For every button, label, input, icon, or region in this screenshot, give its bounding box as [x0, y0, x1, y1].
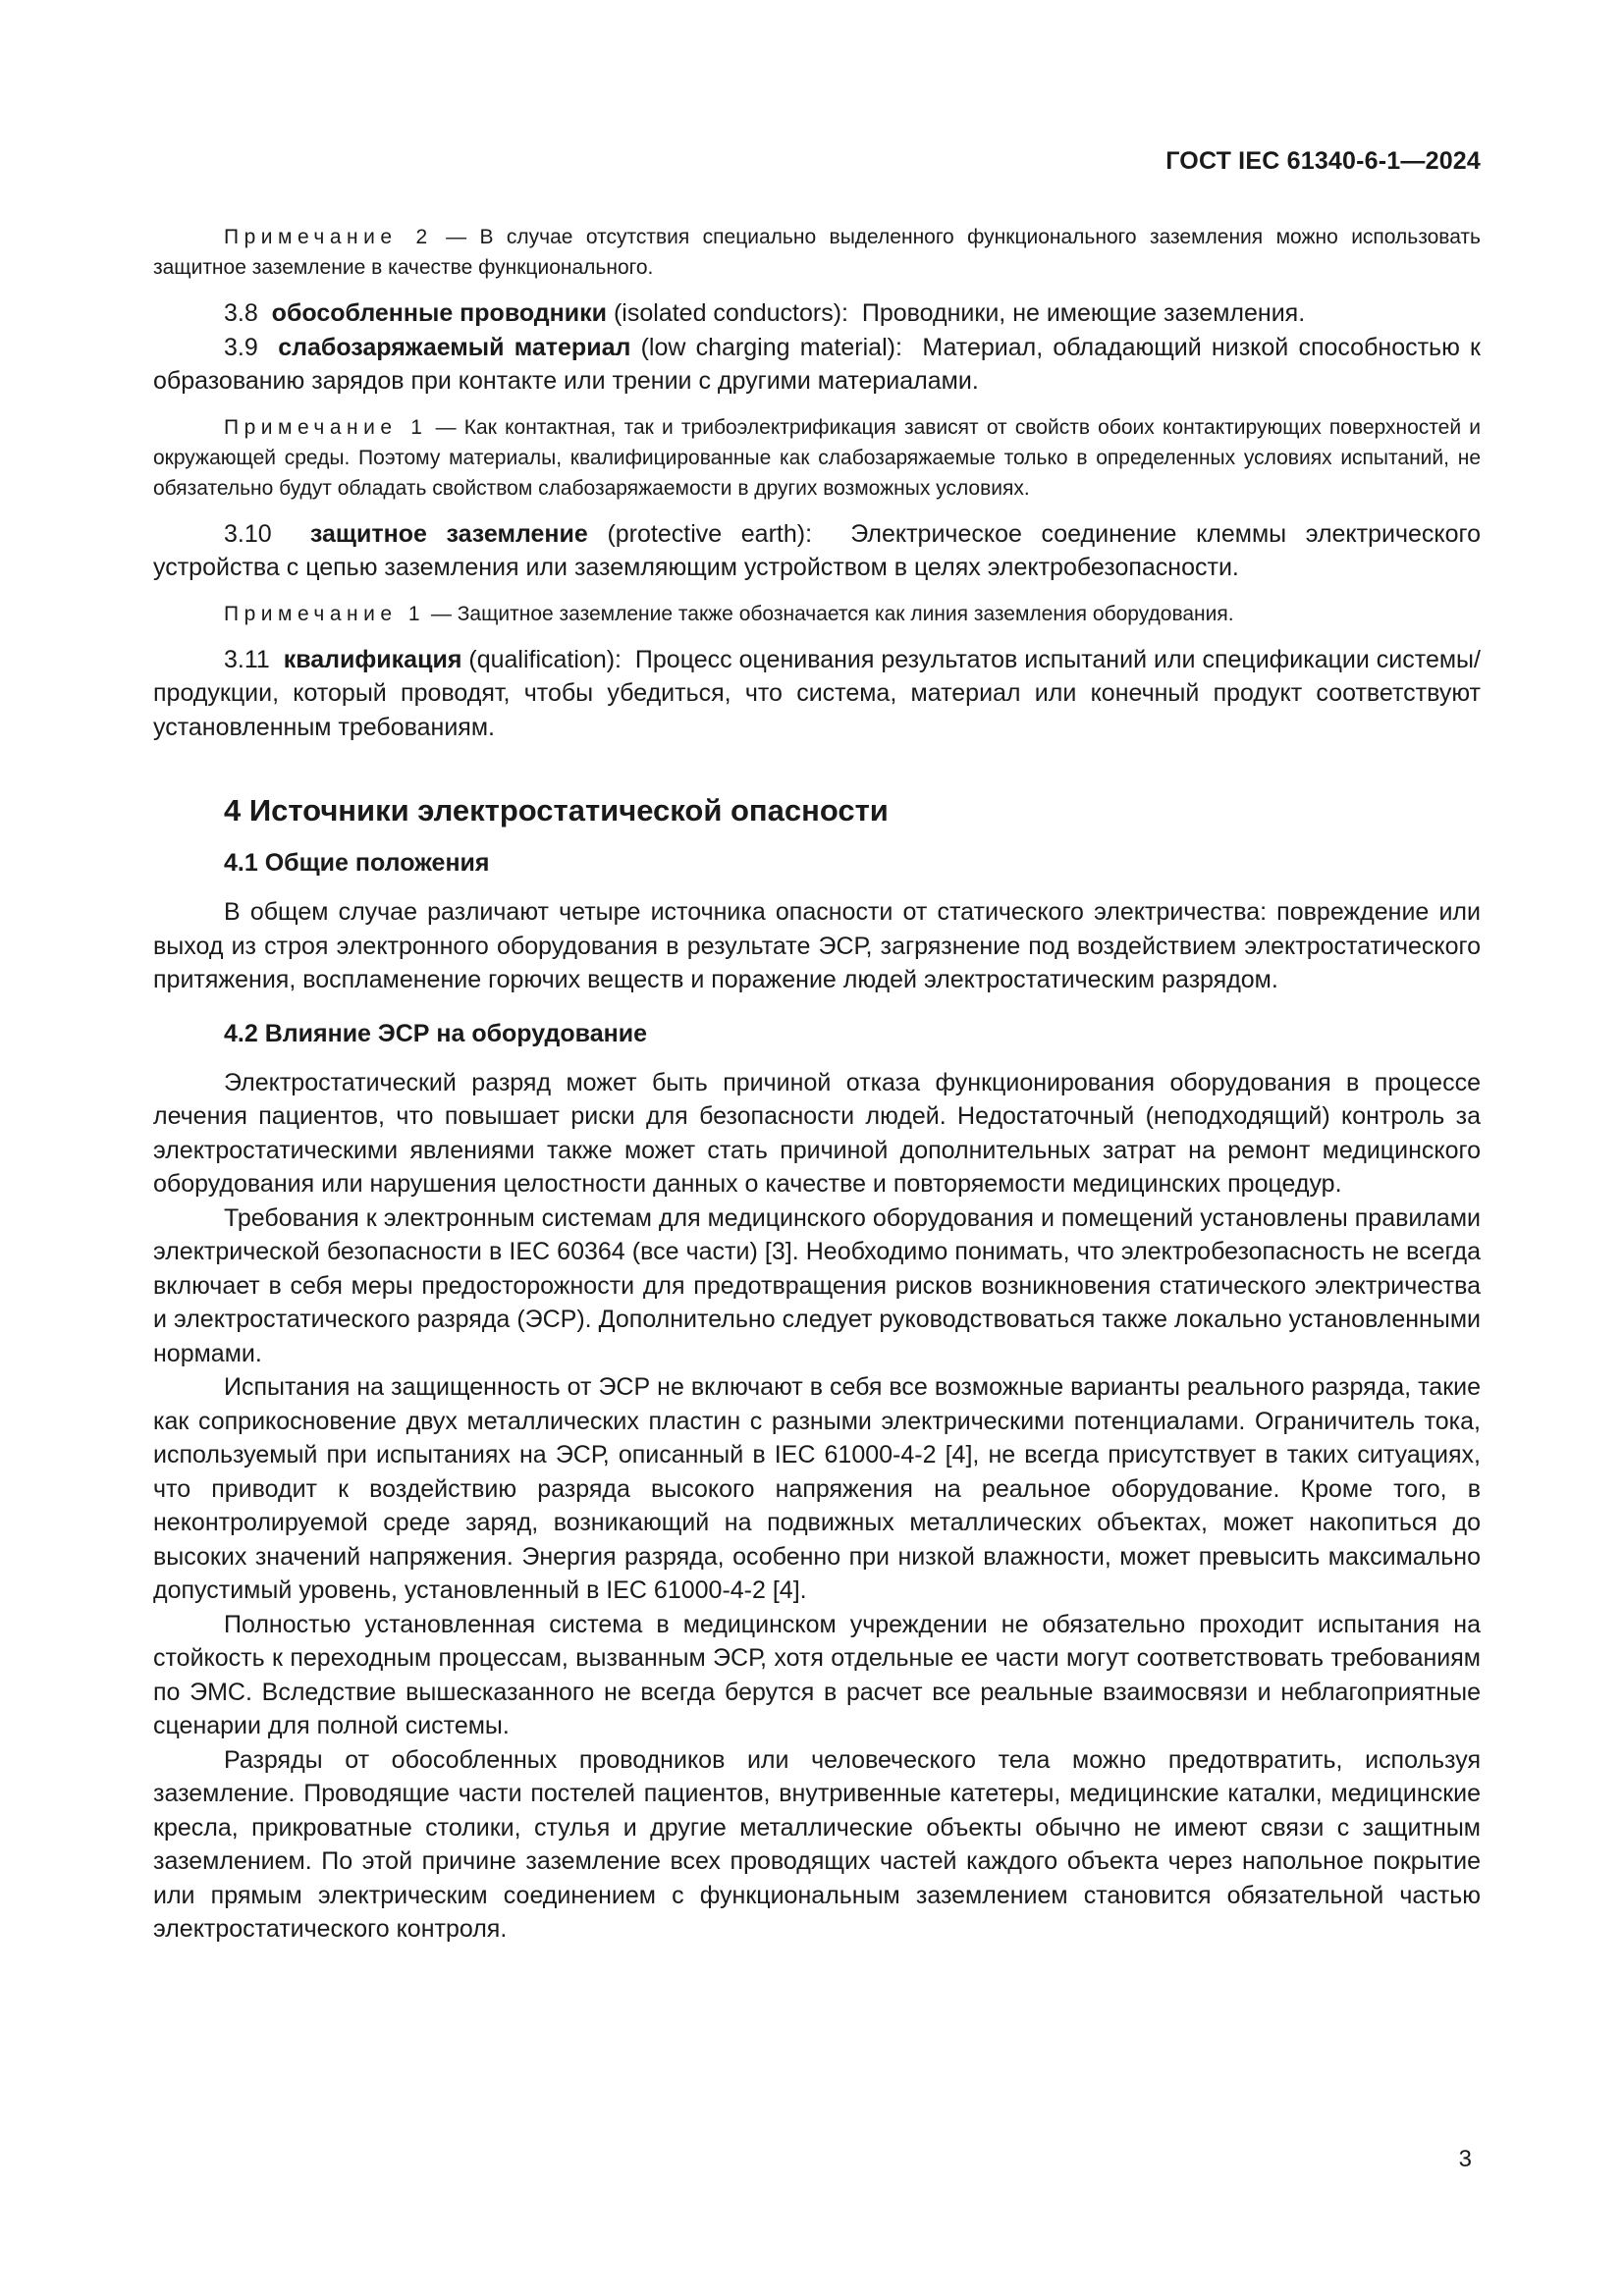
- term-number: 3.11: [224, 645, 270, 673]
- paragraph: Полностью установленная система в медицинском учреждении не обязательно проходит испытания на стойкость к переходным процессам, вызванным ЭСР, хотя отдельные ее части могут соответствовать требованиям по ЭМС. Вследствие вышесказанного не всегда берутся в расчет все реальные взаимосвязи и неблагоприятные сценарии для полной системы.: [153, 1610, 1481, 1739]
- paragraph: В общем случае различают четыре источника опасности от статического электричества: повреждение или выход из строя электронного оборудования в результате ЭСР, загрязнение под воздействием электростатического притяжения, воспламенение горючих веществ и поражение людей электростатическим разрядом.: [153, 898, 1481, 993]
- note-label: Примечание 2: [224, 226, 433, 248]
- paragraph: Требования к электронным системам для медицинского оборудования и помещений установлены правилами электрической безопасности в IEC 60364 (все части) [3]. Необходимо понимать, что электробезопасность не всегда включает в себя меры предосторожности для предотвращения рисков возникновения статического электричества и электростатического разряда (ЭСР). Дополнительно следует руководствоваться также локально установленными нормами.: [153, 1203, 1481, 1367]
- term-number: 3.8: [224, 299, 258, 327]
- paragraph: Разряды от обособленных проводников или человеческого тела можно предотвратить, используя заземление. Проводящие части постелей пациентов, внутривенные катетеры, медицинские каталки, медицинские кресла, прикроватные столики, стулья и другие металлические объекты обычно не имеют связи с защитным заземлением. По этой причине заземление всех проводящих частей каждого объекта через напольное покрытие или прямым электрическим соединением с функциональным заземлением становится обязательной частью электростатического контроля.: [153, 1745, 1481, 1943]
- term-3-9: [153, 331, 1481, 399]
- note-text: — В случае отсутствия специально выделенного функционального заземления можно использовать защитное заземление в качестве функционального.: [153, 226, 1481, 279]
- term-definition: Материал, обладающий низкой способностью к образованию зарядов при контакте или трении с другими материалами.: [153, 333, 1481, 395]
- term-english: (isolated conductors):: [613, 299, 848, 327]
- term-english: (qualification):: [468, 645, 623, 673]
- term-english: (protective earth):: [607, 519, 813, 548]
- note-text: — Защитное заземление также обозначается как линия заземления оборудования.: [425, 602, 1234, 625]
- document-header: ГОСТ IEC 61340-6-1—2024: [1165, 147, 1481, 175]
- page-content: [153, 222, 1481, 1947]
- term-3-8: [153, 296, 1481, 331]
- note-protective-earth: [153, 599, 1481, 629]
- term-name: слабозаряжаемый материал: [278, 333, 631, 361]
- term-number: 3.10: [224, 519, 272, 548]
- term-3-11: [153, 643, 1481, 745]
- term-definition: Процесс оценивания результатов испытаний или спецификации системы/продукции, который проводят, чтобы убедиться, что система, материал или конечный продукт соответствуют установленным требованиям.: [153, 645, 1481, 741]
- paragraph: Электростатический разряд может быть причиной отказа функционирования оборудования в процессе лечения пациентов, что повышает риски для безопасности людей. Недостаточный (неподходящий) контроль за электростатическими явлениями также может стать причиной дополнительных затрат на ремонт медицинского оборудования или нарушения целостности данных о качестве и повторяемости медицинских процедур.: [153, 1068, 1481, 1198]
- term-definition: Электрическое соединение клеммы электрического устройства с цепью заземления или заземляющим устройством в целях электробезопасности.: [153, 519, 1481, 581]
- term-name: обособленные проводники: [271, 299, 608, 327]
- section-4-1-heading: 4.1 Общие положения: [224, 849, 490, 877]
- section-4-2-heading: 4.2 Влияние ЭСР на оборудование: [224, 1019, 647, 1047]
- term-name: квалификация: [283, 645, 462, 673]
- note-label: Примечание 1: [224, 415, 428, 439]
- page-number: 3: [1458, 2146, 1472, 2172]
- note-label: Примечание 1: [224, 602, 426, 625]
- note-low-charging: [153, 412, 1481, 504]
- paragraph: Испытания на защищенность от ЭСР не включают в себя все возможные варианты реального разряда, такие как соприкосновение двух металлических пластин с разными электрическими потенциалами. Ограничитель тока, используемый при испытаниях на ЭСР, описанный в IEC 61000-4-2 [4], не всегда присутствует в таких ситуациях, что приводит к воздействию разряда высокого напряжения на реальное оборудование. Кроме того, в неконтролируемой среде заряд, возникающий на подвижных металлических объектах, может накопиться до высоких значений напряжения. Энергия разряда, особенно при низкой влажности, может превысить максимально допустимый уровень, установленный в IEC 61000-4-2 [4].: [153, 1373, 1481, 1604]
- note-functional-earth: [153, 222, 1481, 283]
- note-text: — Как контактная, так и трибоэлектрификация зависят от свойств обоих контактирующих поверхностей и окружающей среды. Поэтому материалы, квалифицированные как слабозаряжаемые только в определенных условиях испытаний, не обязательно будут обладать свойством слабозаряжаемости в других возможных условиях.: [153, 415, 1481, 500]
- term-number: 3.9: [224, 333, 258, 361]
- section-4-heading: 4 Источники электростатической опасности: [224, 793, 889, 828]
- term-name: защитное заземление: [309, 519, 588, 548]
- term-3-10: [153, 517, 1481, 585]
- term-english: (low charging material):: [640, 333, 902, 361]
- term-definition: Проводники, не имеющие заземления.: [861, 299, 1306, 327]
